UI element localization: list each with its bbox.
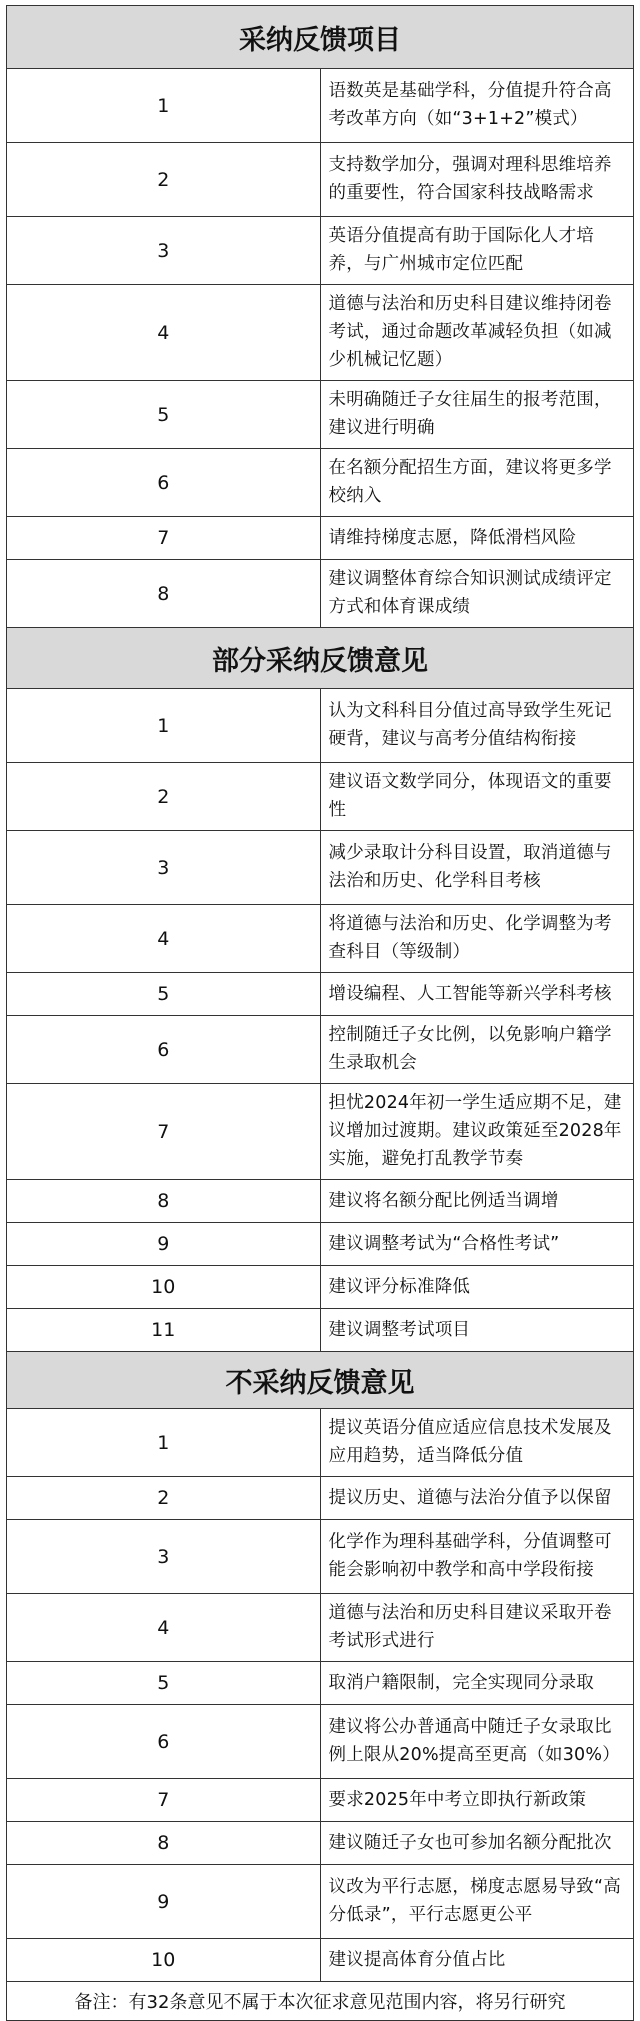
- row-number: 11: [7, 1309, 321, 1352]
- row-text: 支持数学加分，强调对理科思维培养的重要性，符合国家科技战略需求: [320, 143, 634, 217]
- row-text: 取消户籍限制，完全实现同分录取: [320, 1662, 634, 1705]
- row-text: 建议将公办普通高中随迁子女录取比例上限从20%提高至更高（如30%）: [320, 1705, 634, 1779]
- table-row: [7, 449, 634, 517]
- table-row: [7, 285, 634, 381]
- row-text: 建议评分标准降低: [320, 1266, 634, 1309]
- row-number: 2: [7, 143, 321, 217]
- row-number: 1: [7, 69, 321, 143]
- row-text: 请维持梯度志愿，降低滑档风险: [320, 517, 634, 560]
- note-text: 备注：有32条意见不属于本次征求意见范围内容，将另行研究: [7, 1982, 634, 2021]
- row-text: 减少录取计分科目设置，取消道德与法治和历史、化学科目考核: [320, 831, 634, 905]
- row-text: 议改为平行志愿，梯度志愿易导致“高分低录”，平行志愿更公平: [320, 1865, 634, 1939]
- table-row: [7, 763, 634, 831]
- table-row: [7, 1594, 634, 1662]
- row-text: 建议随迁子女也可参加名额分配批次: [320, 1822, 634, 1865]
- table-row: [7, 69, 634, 143]
- table-row: [7, 689, 634, 763]
- row-text: 将道德与法治和历史、化学调整为考查科目（等级制）: [320, 905, 634, 973]
- table-row: [7, 1309, 634, 1352]
- table-row: [7, 973, 634, 1016]
- table-row: [7, 217, 634, 285]
- table-row: [7, 831, 634, 905]
- row-text: 担忧2024年初一学生适应期不足，建议增加过渡期。建议政策延至2028年实施，避免打乱教学节奏: [320, 1084, 634, 1180]
- section-title: 不采纳反馈意见: [7, 1352, 634, 1409]
- table-row: [7, 1705, 634, 1779]
- table-row: [7, 1779, 634, 1822]
- row-number: 1: [7, 689, 321, 763]
- table-row: [7, 560, 634, 628]
- section-header: [7, 628, 634, 689]
- table-row: [7, 1223, 634, 1266]
- table-row: [7, 1822, 634, 1865]
- table-row: [7, 1409, 634, 1477]
- row-text: 控制随迁子女比例，以免影响户籍学生录取机会: [320, 1016, 634, 1084]
- table-row: [7, 143, 634, 217]
- section-title: 部分采纳反馈意见: [7, 628, 634, 689]
- table-row: [7, 1865, 634, 1939]
- row-number: 3: [7, 831, 321, 905]
- feedback-table: [6, 5, 634, 2021]
- table-row: [7, 1180, 634, 1223]
- table-row: [7, 1016, 634, 1084]
- row-text: 要求2025年中考立即执行新政策: [320, 1779, 634, 1822]
- row-number: 1: [7, 1409, 321, 1477]
- row-text: 建议语文数学同分，体现语文的重要性: [320, 763, 634, 831]
- table-row: [7, 1477, 634, 1520]
- row-number: 4: [7, 285, 321, 381]
- row-text: 建议调整考试为“合格性考试”: [320, 1223, 634, 1266]
- row-number: 9: [7, 1223, 321, 1266]
- feedback-table-container: [6, 5, 634, 2021]
- row-number: 3: [7, 217, 321, 285]
- row-text: 建议调整考试项目: [320, 1309, 634, 1352]
- row-text: 道德与法治和历史科目建议维持闭卷考试，通过命题改革减轻负担（如减少机械记忆题）: [320, 285, 634, 381]
- row-number: 6: [7, 1705, 321, 1779]
- table-row: [7, 1084, 634, 1180]
- row-number: 8: [7, 560, 321, 628]
- row-text: 语数英是基础学科，分值提升符合高考改革方向（如“3+1+2”模式）: [320, 69, 634, 143]
- row-number: 10: [7, 1266, 321, 1309]
- table-row: [7, 517, 634, 560]
- row-number: 6: [7, 1016, 321, 1084]
- row-text: 化学作为理科基础学科，分值调整可能会影响初中教学和高中学段衔接: [320, 1520, 634, 1594]
- row-number: 7: [7, 517, 321, 560]
- row-number: 8: [7, 1180, 321, 1223]
- row-text: 在名额分配招生方面，建议将更多学校纳入: [320, 449, 634, 517]
- row-number: 2: [7, 1477, 321, 1520]
- note-row: [7, 1982, 634, 2021]
- row-number: 10: [7, 1939, 321, 1982]
- row-number: 4: [7, 905, 321, 973]
- table-row: [7, 1662, 634, 1705]
- row-text: 增设编程、人工智能等新兴学科考核: [320, 973, 634, 1016]
- row-number: 7: [7, 1779, 321, 1822]
- row-text: 建议将名额分配比例适当调增: [320, 1180, 634, 1223]
- row-number: 4: [7, 1594, 321, 1662]
- row-text: 认为文科科目分值过高导致学生死记硬背，建议与高考分值结构衔接: [320, 689, 634, 763]
- row-text: 道德与法治和历史科目建议采取开卷考试形式进行: [320, 1594, 634, 1662]
- row-text: 英语分值提高有助于国际化人才培养，与广州城市定位匹配: [320, 217, 634, 285]
- row-number: 7: [7, 1084, 321, 1180]
- row-text: 未明确随迁子女往届生的报考范围，建议进行明确: [320, 381, 634, 449]
- row-text: 提议英语分值应适应信息技术发展及应用趋势，适当降低分值: [320, 1409, 634, 1477]
- row-number: 5: [7, 973, 321, 1016]
- row-text: 提议历史、道德与法治分值予以保留: [320, 1477, 634, 1520]
- row-number: 5: [7, 381, 321, 449]
- section-header: [7, 6, 634, 69]
- row-number: 6: [7, 449, 321, 517]
- row-text: 建议提高体育分值占比: [320, 1939, 634, 1982]
- row-number: 2: [7, 763, 321, 831]
- table-row: [7, 1266, 634, 1309]
- row-text: 建议调整体育综合知识测试成绩评定方式和体育课成绩: [320, 560, 634, 628]
- table-row: [7, 1520, 634, 1594]
- section-title: 采纳反馈项目: [7, 6, 634, 69]
- table-row: [7, 905, 634, 973]
- table-row: [7, 1939, 634, 1982]
- section-header: [7, 1352, 634, 1409]
- row-number: 3: [7, 1520, 321, 1594]
- row-number: 9: [7, 1865, 321, 1939]
- row-number: 5: [7, 1662, 321, 1705]
- table-row: [7, 381, 634, 449]
- row-number: 8: [7, 1822, 321, 1865]
